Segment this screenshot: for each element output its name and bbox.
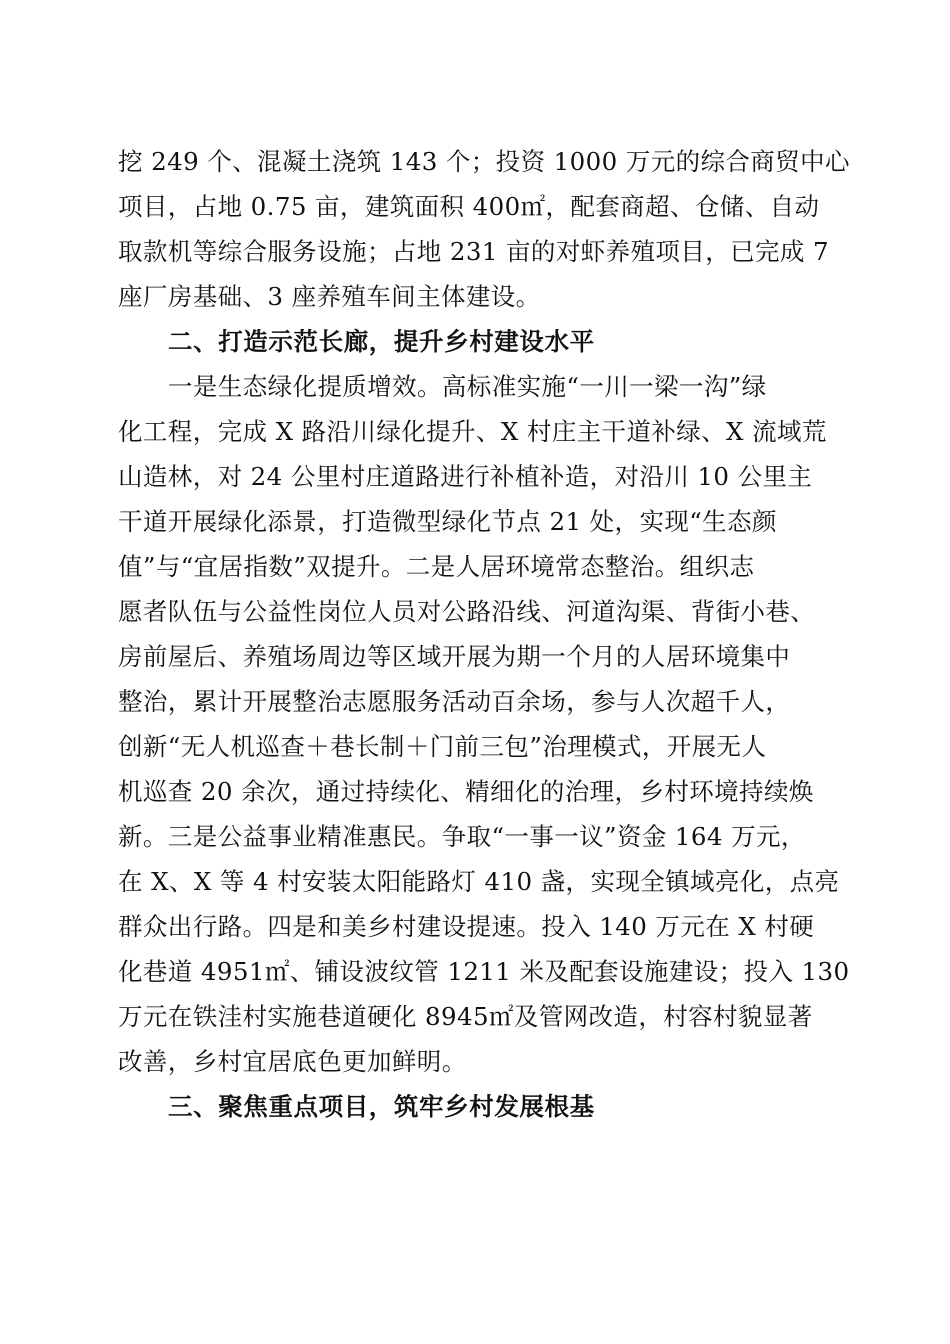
body-line: 机巡查 20 余次，通过持续化、精细化的治理，乡村环境持续焕 [118,777,814,806]
section-heading: 三、聚焦重点项目，筑牢乡村发展根基 [168,1092,595,1121]
body-line: 整治，累计开展整治志愿服务活动百余场，参与人次超千人， [118,687,791,716]
body-line: 在 X、X 等 4 村安装太阳能路灯 410 盏，实现全镇域亮化，点亮 [118,867,840,896]
body-line: 一是生态绿化提质增效。高标准实施“一川一梁一沟”绿 [168,372,767,401]
body-line: 干道开展绿化添景，打造微型绿化节点 21 处，实现“生态颜 [118,507,777,536]
body-line: 房前屋后、养殖场周边等区域开展为期一个月的人居环境集中 [118,642,791,671]
body-line: 化巷道 4951㎡、铺设波纹管 1211 米及配套设施建设；投入 130 [118,957,850,986]
body-line: 改善，乡村宜居底色更加鲜明。 [118,1047,467,1076]
body-line: 群众出行路。四是和美乡村建设提速。投入 140 万元在 X 村硬 [118,912,815,941]
body-line: 座厂房基础、3 座养殖车间主体建设。 [118,282,541,311]
section-heading: 二、打造示范长廊，提升乡村建设水平 [168,327,595,356]
body-line: 万元在铁洼村实施巷道硬化 8945㎡及管网改造，村容村貌显著 [118,1002,813,1031]
body-line: 值”与“宜居指数”双提升。二是人居环境常态整治。组织志 [118,552,755,581]
body-line: 山造林，对 24 公里村庄道路进行补植补造，对沿川 10 公里主 [118,462,813,491]
body-line: 项目，占地 0.75 亩，建筑面积 400㎡，配套商超、仓储、自动 [118,192,820,221]
body-line: 挖 249 个、混凝土浇筑 143 个；投资 1000 万元的综合商贸中心 [118,147,850,176]
body-line: 新。三是公益事业精准惠民。争取“一事一议”资金 164 万元， [118,822,806,851]
body-line: 愿者队伍与公益性岗位人员对公路沿线、河道沟渠、背街小巷、 [118,597,816,626]
body-line: 创新“无人机巡查＋巷长制＋门前三包”治理模式，开展无人 [118,732,767,761]
body-line: 取款机等综合服务设施；占地 231 亩的对虾养殖项目，已完成 7 [118,237,830,266]
body-line: 化工程，完成 X 路沿川绿化提升、X 村庄主干道补绿、X 流域荒 [118,417,827,446]
